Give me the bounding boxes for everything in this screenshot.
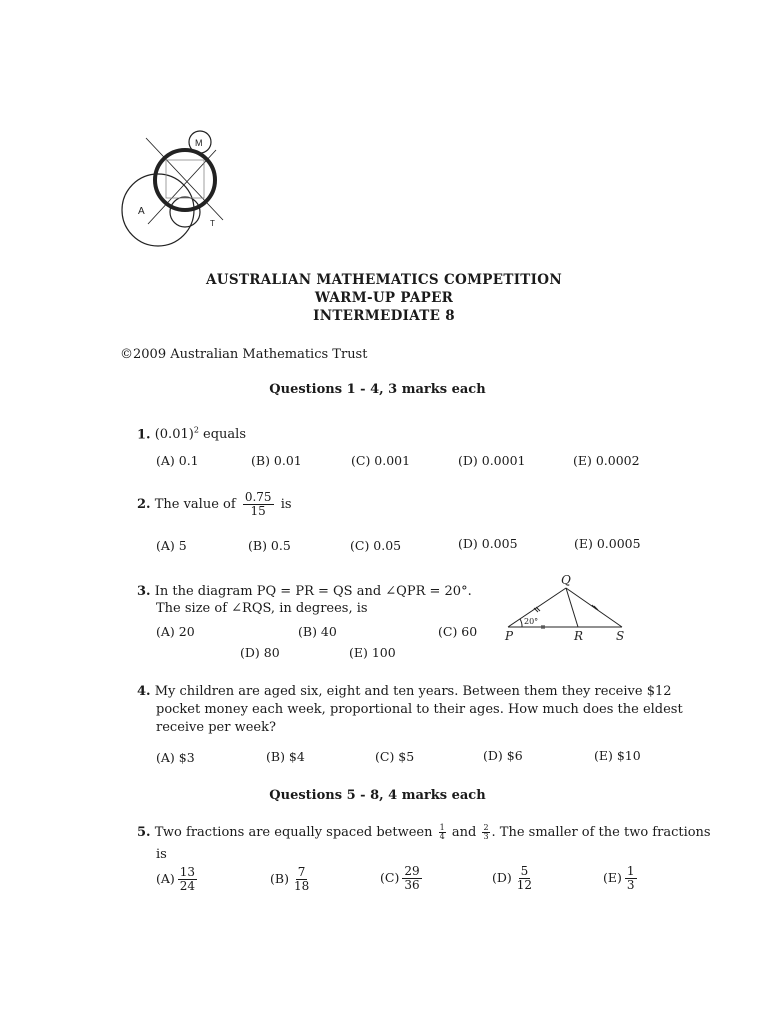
angle-label: 20° bbox=[524, 617, 539, 626]
question-number: 3. bbox=[137, 584, 151, 599]
question-number: 1. bbox=[137, 427, 151, 443]
q4-option-b[interactable]: (B) $4 bbox=[266, 749, 305, 764]
question-number: 2. bbox=[137, 497, 151, 512]
question-4-line-2: pocket money each week, proportional to their ages. How much does the eldest bbox=[156, 702, 683, 717]
logo-letter-m: M bbox=[195, 138, 203, 148]
q4-option-d[interactable]: (D) $6 bbox=[483, 748, 523, 763]
question-text: $(0.01)^2$ equals bbox=[154, 426, 247, 443]
label-r: R bbox=[574, 629, 584, 643]
question-number: 5. bbox=[137, 825, 151, 840]
logo-letter-a: A bbox=[138, 206, 145, 217]
header-line-2: WARM-UP PAPER bbox=[314, 290, 454, 306]
question-4 bbox=[137, 683, 672, 700]
q3-option-c[interactable]: (C) 60 bbox=[438, 624, 478, 639]
q3-option-d[interactable]: (D) 80 bbox=[240, 645, 280, 660]
q5-option-a[interactable]: (A) $\frac{13}{24}$ bbox=[156, 865, 196, 893]
question-4-line-3: receive per week? bbox=[156, 720, 276, 735]
question-3 bbox=[137, 583, 472, 600]
label-p: P bbox=[505, 629, 514, 643]
label-s: S bbox=[616, 629, 625, 643]
logo-letter-t: T bbox=[210, 219, 215, 228]
question-3-line-2: The size of ∠RQS, in degrees, is bbox=[156, 601, 368, 616]
q5-option-b[interactable]: (B) $\frac{7}{18}$ bbox=[270, 865, 310, 893]
q2-option-e[interactable]: (E) 0.0005 bbox=[574, 536, 641, 551]
angle-arc bbox=[520, 619, 522, 627]
fraction: $\frac{1}{4}$ bbox=[439, 823, 445, 841]
q3-option-b[interactable]: (B) 40 bbox=[298, 624, 337, 639]
question-text-line-1: My children are aged six, eight and ten years. Between them they receive $12 bbox=[154, 684, 672, 699]
question-2: 2. The value of $\frac{0.75}{15}$ is bbox=[137, 490, 292, 518]
q3-option-e[interactable]: (E) 100 bbox=[349, 645, 396, 660]
q4-option-c[interactable]: (C) $5 bbox=[375, 749, 415, 764]
q4-option-a[interactable]: (A) $3 bbox=[156, 750, 195, 765]
header-line-3: INTERMEDIATE 8 bbox=[313, 308, 455, 324]
q5-option-c[interactable]: (C) $\frac{29}{36}$ bbox=[380, 864, 420, 892]
q5-option-e[interactable]: (E) $\frac{1}{3}$ bbox=[603, 864, 635, 892]
question-number: 4. bbox=[137, 684, 151, 699]
q2-option-d[interactable]: (D) 0.005 bbox=[458, 536, 518, 551]
q4-option-e[interactable]: (E) $10 bbox=[594, 748, 641, 763]
q5-option-d[interactable]: (D) $\frac{5}{12}$ bbox=[492, 864, 533, 892]
q1-option-a[interactable]: (A) 0.1 bbox=[156, 453, 199, 468]
header-line-1: AUSTRALIAN MATHEMATICS COMPETITION bbox=[206, 272, 562, 288]
q1-option-b[interactable]: (B) 0.01 bbox=[251, 453, 302, 468]
triangle-diagram bbox=[500, 570, 640, 650]
q3-option-a[interactable]: (A) 20 bbox=[156, 624, 195, 639]
amt-logo bbox=[118, 128, 228, 248]
question-5: 5. Two fractions are equally spaced between $\frac{1}{4}$ and $\frac{2}{3}$ . The smaller of the two fractions bbox=[137, 823, 711, 841]
section-title-1: Questions 1 - 4, 3 marks each bbox=[269, 382, 486, 397]
copyright: ©2009 Australian Mathematics Trust bbox=[120, 347, 368, 362]
label-q: Q bbox=[561, 573, 571, 587]
q1-option-d[interactable]: (D) 0.0001 bbox=[458, 453, 526, 468]
fraction: $\frac{2}{3}$ bbox=[483, 823, 489, 841]
fraction: $\frac{0.75}{15}$ bbox=[244, 490, 272, 518]
q2-option-c[interactable]: (C) 0.05 bbox=[350, 538, 402, 553]
q1-option-e[interactable]: (E) 0.0002 bbox=[573, 453, 640, 468]
q2-option-b[interactable]: (B) 0.5 bbox=[248, 538, 291, 553]
section-title-2: Questions 5 - 8, 4 marks each bbox=[269, 788, 486, 803]
q2-option-a[interactable]: (A) 5 bbox=[156, 538, 187, 553]
question-1 bbox=[137, 422, 246, 443]
q1-option-c[interactable]: (C) 0.001 bbox=[351, 453, 411, 468]
question-5-line-2: is bbox=[156, 847, 167, 862]
question-text-line-1: In the diagram PQ = PR = QS and ∠QPR = 20°. bbox=[154, 584, 472, 599]
segment-qr bbox=[566, 588, 578, 627]
